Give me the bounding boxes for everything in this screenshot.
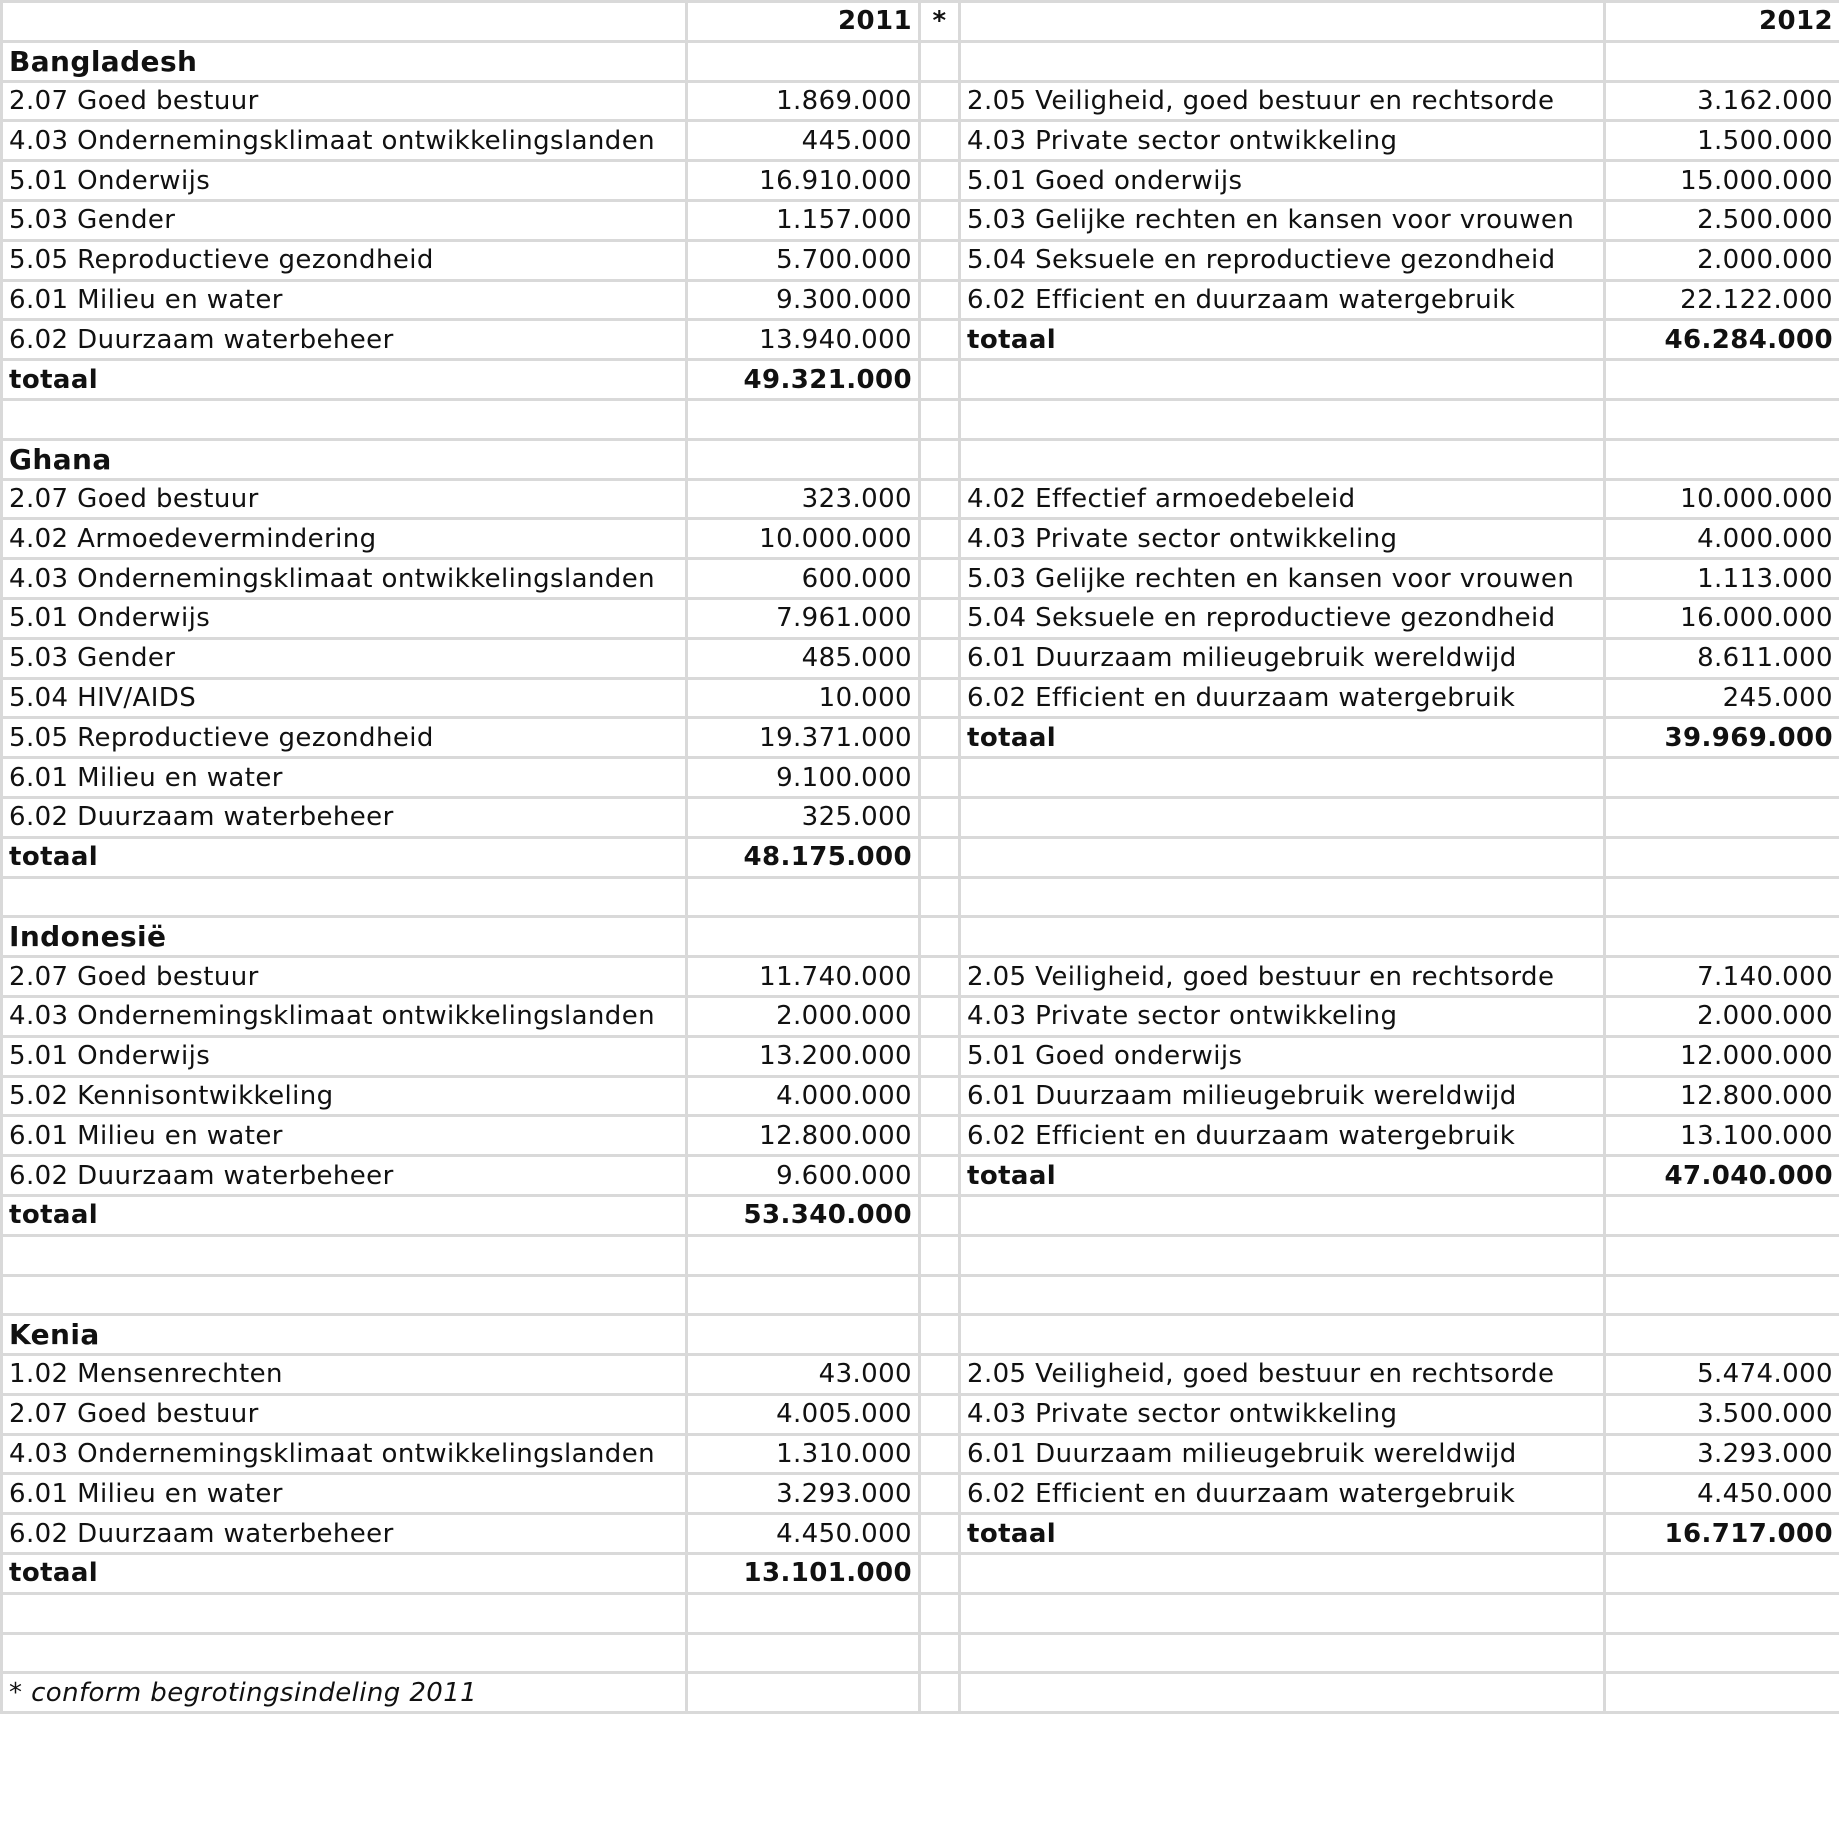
item-2012-label[interactable]: 5.04 Seksuele en reproductieve gezondheid <box>960 598 1605 638</box>
item-2011-amount[interactable]: 4.000.000 <box>687 1076 920 1116</box>
cell[interactable] <box>1605 877 1839 917</box>
cell[interactable] <box>1605 1275 1839 1315</box>
cell[interactable] <box>920 1156 960 1196</box>
item-2011-amount[interactable]: 1.157.000 <box>687 200 920 240</box>
item-2011-label[interactable]: 2.07 Goed bestuur <box>2 81 687 121</box>
cell[interactable] <box>960 41 1605 81</box>
table-row <box>2 320 1839 360</box>
item-2011-amount[interactable]: 13.940.000 <box>687 320 920 360</box>
item-2011-amount[interactable]: 1.310.000 <box>687 1434 920 1474</box>
item-2012-amount[interactable] <box>1605 797 1839 837</box>
cell[interactable] <box>687 917 920 957</box>
item-2011-amount[interactable]: 5.700.000 <box>687 240 920 280</box>
table-row <box>2 519 1839 559</box>
table-row <box>2 1156 1839 1196</box>
item-2011-amount[interactable]: 9.300.000 <box>687 280 920 320</box>
item-2011-amount[interactable]: 2.000.000 <box>687 996 920 1036</box>
cell[interactable] <box>960 837 1605 877</box>
table-row <box>2 81 1839 121</box>
total-2011-amount[interactable]: 13.101.000 <box>687 1554 920 1594</box>
item-2012-amount[interactable]: 3.500.000 <box>1605 1394 1839 1434</box>
item-2011-label[interactable]: 6.02 Duurzaam waterbeheer <box>2 1156 687 1196</box>
cell[interactable] <box>2 1633 687 1673</box>
item-2011-amount[interactable]: 12.800.000 <box>687 1116 920 1156</box>
cell[interactable] <box>920 1474 960 1514</box>
item-2012-label[interactable]: 6.02 Efficient en duurzaam watergebruik <box>960 1116 1605 1156</box>
item-2012-label[interactable]: 2.05 Veiligheid, goed bestuur en rechtsorde <box>960 957 1605 997</box>
cell[interactable] <box>960 399 1605 439</box>
cell[interactable] <box>920 1355 960 1395</box>
item-2011-amount[interactable]: 1.869.000 <box>687 81 920 121</box>
table-row <box>2 1394 1839 1434</box>
item-2011-amount[interactable]: 43.000 <box>687 1355 920 1395</box>
empty-row <box>2 1593 1839 1633</box>
item-2012-label[interactable]: 5.01 Goed onderwijs <box>960 161 1605 201</box>
item-2012-label[interactable]: 5.03 Gelijke rechten en kansen voor vrouwen <box>960 559 1605 599</box>
item-2012-amount[interactable]: 7.140.000 <box>1605 957 1839 997</box>
item-2012-amount[interactable]: 3.162.000 <box>1605 81 1839 121</box>
cell[interactable] <box>920 758 960 798</box>
item-2011-label[interactable]: 6.02 Duurzaam waterbeheer <box>2 797 687 837</box>
item-2012-label[interactable]: 4.03 Private sector ontwikkeling <box>960 121 1605 161</box>
country-name[interactable]: Indonesië <box>2 917 687 957</box>
empty-row <box>2 1275 1839 1315</box>
cell[interactable] <box>920 1593 960 1633</box>
cell[interactable] <box>687 41 920 81</box>
table-row <box>2 240 1839 280</box>
total-row <box>2 1554 1839 1594</box>
item-2012-amount[interactable]: 1.113.000 <box>1605 559 1839 599</box>
header-row <box>2 2 1839 42</box>
item-2011-amount[interactable]: 10.000.000 <box>687 519 920 559</box>
table-row <box>2 638 1839 678</box>
cell[interactable] <box>960 439 1605 479</box>
cell[interactable] <box>960 1593 1605 1633</box>
cell[interactable] <box>920 917 960 957</box>
cell[interactable] <box>920 81 960 121</box>
cell[interactable] <box>687 1593 920 1633</box>
item-2011-amount[interactable]: 9.600.000 <box>687 1156 920 1196</box>
total-2011-amount[interactable]: 49.321.000 <box>687 360 920 400</box>
item-2011-label[interactable]: 6.02 Duurzaam waterbeheer <box>2 1514 687 1554</box>
table-row <box>2 479 1839 519</box>
item-2012-amount[interactable]: 12.800.000 <box>1605 1076 1839 1116</box>
item-2012-amount[interactable]: 3.293.000 <box>1605 1434 1839 1474</box>
item-2012-label[interactable]: 6.01 Duurzaam milieugebruik wereldwijd <box>960 1076 1605 1116</box>
table-row <box>2 797 1839 837</box>
country-name[interactable]: Kenia <box>2 1315 687 1355</box>
cell[interactable] <box>1605 41 1839 81</box>
item-2012-amount[interactable]: 16.000.000 <box>1605 598 1839 638</box>
item-2012-label[interactable]: 6.02 Efficient en duurzaam watergebruik <box>960 1474 1605 1514</box>
item-2012-amount[interactable]: 5.474.000 <box>1605 1355 1839 1395</box>
cell[interactable] <box>920 1514 960 1554</box>
table-row <box>2 957 1839 997</box>
item-2011-amount[interactable]: 7.961.000 <box>687 598 920 638</box>
cell[interactable] <box>920 439 960 479</box>
cell[interactable] <box>960 877 1605 917</box>
item-2011-label[interactable]: 5.05 Reproductieve gezondheid <box>2 240 687 280</box>
table-row <box>2 1355 1839 1395</box>
cell[interactable] <box>960 917 1605 957</box>
cell[interactable] <box>1605 917 1839 957</box>
empty-row <box>2 1235 1839 1275</box>
item-2011-label[interactable]: 5.03 Gender <box>2 200 687 240</box>
empty-row <box>2 399 1839 439</box>
cell[interactable] <box>920 320 960 360</box>
item-2011-amount[interactable]: 11.740.000 <box>687 957 920 997</box>
item-2012-amount[interactable]: 1.500.000 <box>1605 121 1839 161</box>
table-row <box>2 1036 1839 1076</box>
table-row <box>2 758 1839 798</box>
cell[interactable] <box>1605 1195 1839 1235</box>
total-2011-amount[interactable]: 48.175.000 <box>687 837 920 877</box>
item-2011-label[interactable]: 5.01 Onderwijs <box>2 598 687 638</box>
cell[interactable] <box>920 1633 960 1673</box>
item-2011-amount[interactable]: 325.000 <box>687 797 920 837</box>
cell[interactable] <box>920 1673 960 1713</box>
total-2012-label[interactable]: totaal <box>960 1514 1605 1554</box>
total-2012-amount[interactable]: 16.717.000 <box>1605 1514 1839 1554</box>
cell[interactable] <box>960 1195 1605 1235</box>
item-2011-label[interactable]: 6.01 Milieu en water <box>2 1474 687 1514</box>
empty-row <box>2 877 1839 917</box>
cell[interactable] <box>687 1673 920 1713</box>
total-2011-label[interactable]: totaal <box>2 1554 687 1594</box>
item-2011-label[interactable]: 4.02 Armoedevermindering <box>2 519 687 559</box>
cell[interactable] <box>687 1633 920 1673</box>
item-2011-label[interactable]: 1.02 Mensenrechten <box>2 1355 687 1395</box>
year-2012-header[interactable]: 2012 <box>1605 2 1839 42</box>
item-2011-amount[interactable]: 13.200.000 <box>687 1036 920 1076</box>
cell[interactable] <box>920 1235 960 1275</box>
cell[interactable] <box>1605 1554 1839 1594</box>
total-2011-label[interactable]: totaal <box>2 837 687 877</box>
item-2012-label[interactable] <box>960 758 1605 798</box>
item-2012-label[interactable]: 6.02 Efficient en duurzaam watergebruik <box>960 678 1605 718</box>
cell[interactable] <box>920 280 960 320</box>
cell[interactable] <box>960 2 1605 42</box>
cell[interactable] <box>920 797 960 837</box>
item-2012-label[interactable]: 5.04 Seksuele en reproductieve gezondheid <box>960 240 1605 280</box>
total-row <box>2 837 1839 877</box>
table-row <box>2 1514 1839 1554</box>
item-2012-label[interactable] <box>960 797 1605 837</box>
cell[interactable] <box>920 837 960 877</box>
item-2012-amount[interactable]: 12.000.000 <box>1605 1036 1839 1076</box>
item-2011-amount[interactable]: 600.000 <box>687 559 920 599</box>
cell[interactable] <box>2 1275 687 1315</box>
cell[interactable] <box>960 1235 1605 1275</box>
item-2012-label[interactable]: 5.01 Goed onderwijs <box>960 1036 1605 1076</box>
cell[interactable] <box>920 240 960 280</box>
cell[interactable] <box>2 1235 687 1275</box>
table-row <box>2 678 1839 718</box>
cell[interactable] <box>687 877 920 917</box>
item-2011-label[interactable]: 4.03 Ondernemingsklimaat ontwikkelingslanden <box>2 1434 687 1474</box>
cell[interactable] <box>920 360 960 400</box>
item-2011-label[interactable]: 6.01 Milieu en water <box>2 280 687 320</box>
total-2012-amount[interactable]: 46.284.000 <box>1605 320 1839 360</box>
item-2011-label[interactable]: 5.04 HIV/AIDS <box>2 678 687 718</box>
item-2011-amount[interactable]: 10.000 <box>687 678 920 718</box>
cell[interactable] <box>2 399 687 439</box>
footnote[interactable]: * conform begrotingsindeling 2011 <box>2 1673 687 1713</box>
item-2012-amount[interactable]: 13.100.000 <box>1605 1116 1839 1156</box>
footnote-row <box>2 1673 1839 1713</box>
cell[interactable] <box>920 559 960 599</box>
total-row <box>2 1195 1839 1235</box>
item-2012-label[interactable]: 4.03 Private sector ontwikkeling <box>960 519 1605 559</box>
table-row <box>2 121 1839 161</box>
cell[interactable] <box>1605 1593 1839 1633</box>
item-2011-label[interactable]: 5.05 Reproductieve gezondheid <box>2 718 687 758</box>
cell[interactable] <box>920 161 960 201</box>
item-2012-label[interactable]: 5.03 Gelijke rechten en kansen voor vrouwen <box>960 200 1605 240</box>
cell[interactable] <box>920 1076 960 1116</box>
cell[interactable] <box>1605 1315 1839 1355</box>
table-row <box>2 200 1839 240</box>
item-2012-label[interactable]: 2.05 Veiligheid, goed bestuur en rechtsorde <box>960 81 1605 121</box>
country-name[interactable]: Ghana <box>2 439 687 479</box>
table-row <box>2 1076 1839 1116</box>
table-body <box>2 2 1839 1713</box>
item-2011-label[interactable]: 4.03 Ondernemingsklimaat ontwikkelingslanden <box>2 559 687 599</box>
table-row <box>2 1434 1839 1474</box>
cell[interactable] <box>1605 1673 1839 1713</box>
item-2011-amount[interactable]: 485.000 <box>687 638 920 678</box>
item-2011-label[interactable]: 6.01 Milieu en water <box>2 1116 687 1156</box>
item-2012-amount[interactable]: 4.000.000 <box>1605 519 1839 559</box>
cell[interactable] <box>920 718 960 758</box>
item-2012-amount[interactable]: 4.450.000 <box>1605 1474 1839 1514</box>
item-2011-label[interactable]: 5.01 Onderwijs <box>2 161 687 201</box>
item-2011-label[interactable]: 2.07 Goed bestuur <box>2 957 687 997</box>
cell[interactable] <box>920 1195 960 1235</box>
item-2012-amount[interactable]: 10.000.000 <box>1605 479 1839 519</box>
cell[interactable] <box>687 1315 920 1355</box>
cell[interactable] <box>920 678 960 718</box>
item-2011-amount[interactable]: 9.100.000 <box>687 758 920 798</box>
item-2012-label[interactable]: 6.01 Duurzaam milieugebruik wereldwijd <box>960 1434 1605 1474</box>
table-row <box>2 1474 1839 1514</box>
item-2012-amount[interactable]: 2.500.000 <box>1605 200 1839 240</box>
cell[interactable] <box>920 479 960 519</box>
table-row <box>2 996 1839 1036</box>
item-2012-label[interactable]: 4.02 Effectief armoedebeleid <box>960 479 1605 519</box>
item-2011-label[interactable]: 5.03 Gender <box>2 638 687 678</box>
total-2012-label[interactable]: totaal <box>960 1156 1605 1196</box>
cell[interactable] <box>920 1554 960 1594</box>
table-row <box>2 161 1839 201</box>
footnote-marker[interactable]: * <box>920 2 960 42</box>
year-2011-header[interactable]: 2011 <box>687 2 920 42</box>
cell[interactable] <box>920 1434 960 1474</box>
cell[interactable] <box>920 957 960 997</box>
cell[interactable] <box>2 1593 687 1633</box>
total-2012-label[interactable]: totaal <box>960 718 1605 758</box>
cell[interactable] <box>920 1275 960 1315</box>
cell[interactable] <box>920 1036 960 1076</box>
cell[interactable] <box>2 877 687 917</box>
item-2011-label[interactable]: 5.01 Onderwijs <box>2 1036 687 1076</box>
item-2012-amount[interactable]: 15.000.000 <box>1605 161 1839 201</box>
cell[interactable] <box>920 1116 960 1156</box>
cell[interactable] <box>920 1394 960 1434</box>
cell[interactable] <box>920 200 960 240</box>
cell[interactable] <box>1605 1633 1839 1673</box>
cell[interactable] <box>1605 360 1839 400</box>
cell[interactable] <box>1605 439 1839 479</box>
table-row <box>2 1116 1839 1156</box>
item-2011-label[interactable]: 4.03 Ondernemingsklimaat ontwikkelingslanden <box>2 996 687 1036</box>
item-2011-amount[interactable]: 445.000 <box>687 121 920 161</box>
cell[interactable] <box>920 41 960 81</box>
item-2011-label[interactable]: 4.03 Ondernemingsklimaat ontwikkelingslanden <box>2 121 687 161</box>
country-header-row <box>2 439 1839 479</box>
empty-row <box>2 1633 1839 1673</box>
item-2012-amount[interactable]: 2.000.000 <box>1605 240 1839 280</box>
item-2011-label[interactable]: 6.02 Duurzaam waterbeheer <box>2 320 687 360</box>
item-2011-label[interactable]: 2.07 Goed bestuur <box>2 1394 687 1434</box>
item-2011-amount[interactable]: 3.293.000 <box>687 1474 920 1514</box>
item-2011-label[interactable]: 6.01 Milieu en water <box>2 758 687 798</box>
total-row <box>2 360 1839 400</box>
item-2012-label[interactable]: 6.02 Efficient en duurzaam watergebruik <box>960 280 1605 320</box>
item-2011-label[interactable]: 5.02 Kennisontwikkeling <box>2 1076 687 1116</box>
cell[interactable] <box>1605 1235 1839 1275</box>
total-2011-amount[interactable]: 53.340.000 <box>687 1195 920 1235</box>
cell[interactable] <box>960 1275 1605 1315</box>
table-row <box>2 280 1839 320</box>
cell[interactable] <box>920 399 960 439</box>
item-2011-amount[interactable]: 19.371.000 <box>687 718 920 758</box>
item-2012-amount[interactable]: 245.000 <box>1605 678 1839 718</box>
item-2012-amount[interactable] <box>1605 758 1839 798</box>
item-2011-label[interactable]: 2.07 Goed bestuur <box>2 479 687 519</box>
item-2012-amount[interactable]: 22.122.000 <box>1605 280 1839 320</box>
cell[interactable] <box>2 2 687 42</box>
item-2012-label[interactable]: 4.03 Private sector ontwikkeling <box>960 1394 1605 1434</box>
table-row <box>2 718 1839 758</box>
cell[interactable] <box>960 1633 1605 1673</box>
cell[interactable] <box>920 598 960 638</box>
country-header-row <box>2 1315 1839 1355</box>
item-2011-amount[interactable]: 323.000 <box>687 479 920 519</box>
cell[interactable] <box>687 439 920 479</box>
cell[interactable] <box>687 1235 920 1275</box>
table-row <box>2 598 1839 638</box>
cell[interactable] <box>960 360 1605 400</box>
table-row <box>2 559 1839 599</box>
total-2012-label[interactable]: totaal <box>960 320 1605 360</box>
item-2012-amount[interactable]: 2.000.000 <box>1605 996 1839 1036</box>
country-name[interactable]: Bangladesh <box>2 41 687 81</box>
item-2011-amount[interactable]: 4.450.000 <box>687 1514 920 1554</box>
item-2012-label[interactable]: 2.05 Veiligheid, goed bestuur en rechtsorde <box>960 1355 1605 1395</box>
cell[interactable] <box>1605 837 1839 877</box>
cell[interactable] <box>687 1275 920 1315</box>
country-header-row <box>2 917 1839 957</box>
item-2012-label[interactable]: 6.01 Duurzaam milieugebruik wereldwijd <box>960 638 1605 678</box>
item-2012-label[interactable]: 4.03 Private sector ontwikkeling <box>960 996 1605 1036</box>
total-2011-label[interactable]: totaal <box>2 360 687 400</box>
cell[interactable] <box>960 1315 1605 1355</box>
item-2011-amount[interactable]: 4.005.000 <box>687 1394 920 1434</box>
cell[interactable] <box>920 1315 960 1355</box>
total-2012-amount[interactable]: 47.040.000 <box>1605 1156 1839 1196</box>
cell[interactable] <box>920 877 960 917</box>
item-2012-amount[interactable]: 8.611.000 <box>1605 638 1839 678</box>
cell[interactable] <box>920 519 960 559</box>
cell[interactable] <box>920 638 960 678</box>
cell[interactable] <box>920 996 960 1036</box>
cell[interactable] <box>687 399 920 439</box>
cell[interactable] <box>920 121 960 161</box>
country-header-row <box>2 41 1839 81</box>
cell[interactable] <box>1605 399 1839 439</box>
total-2011-label[interactable]: totaal <box>2 1195 687 1235</box>
cell[interactable] <box>960 1673 1605 1713</box>
total-2012-amount[interactable]: 39.969.000 <box>1605 718 1839 758</box>
item-2011-amount[interactable]: 16.910.000 <box>687 161 920 201</box>
cell[interactable] <box>960 1554 1605 1594</box>
